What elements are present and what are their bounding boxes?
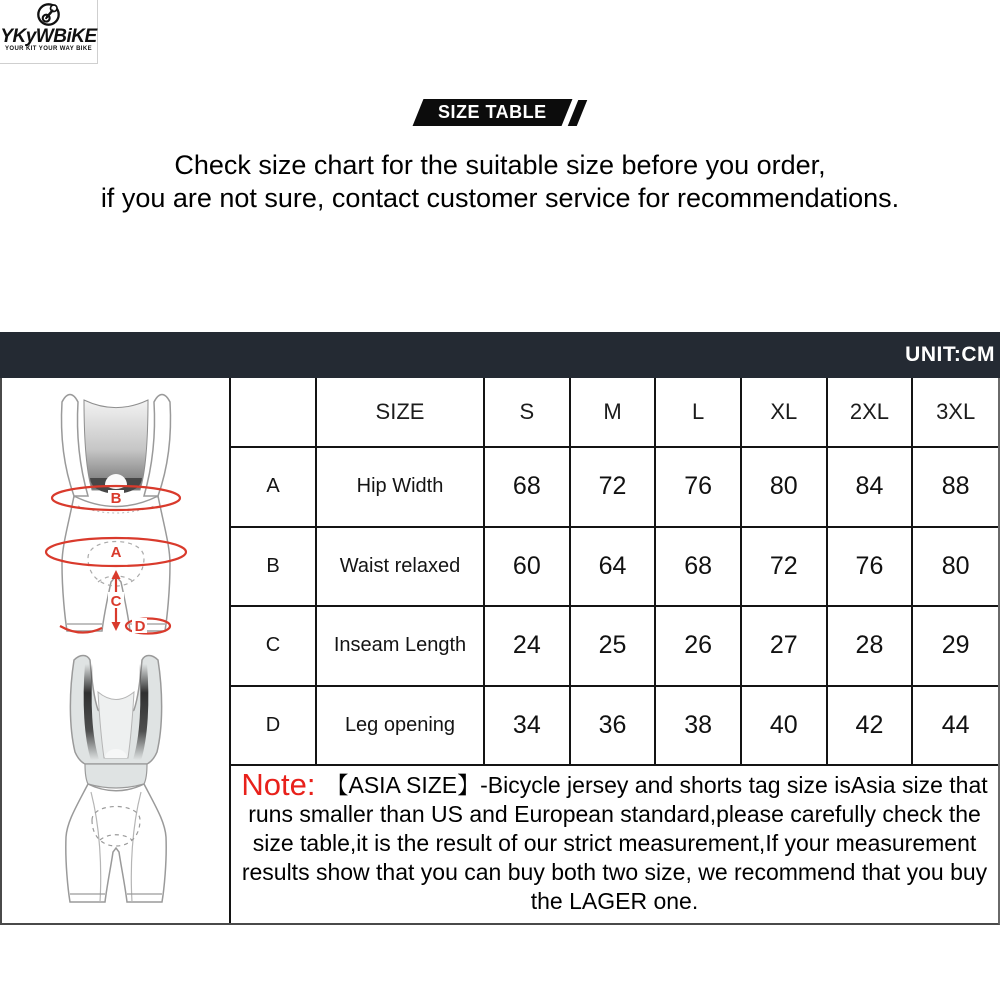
table-cell: 72 [741,527,827,606]
banner-slash-decoration [568,100,588,126]
table-row-hip-width [231,447,998,526]
row-key: D [231,686,316,766]
banner-ribbon [412,99,572,126]
bib-shorts-back-diagram [28,652,203,914]
table-row-waist-relaxed [231,527,998,606]
table-cell: 26 [655,606,741,685]
unit-label: UNIT:CM [905,343,995,366]
table-cell: 28 [827,606,913,685]
table-cell: 44 [912,686,998,766]
row-label: Waist relaxed [316,527,484,606]
table-cell: 88 [912,447,998,526]
banner-label: SIZE TABLE [437,102,547,122]
table-cell: 24 [484,606,570,685]
row-key: C [231,606,316,685]
measure-label-b: B [110,490,122,507]
table-and-note [231,378,998,923]
row-key: A [231,447,316,526]
bib-shorts-front-diagram [28,386,203,648]
size-table-header-row [231,378,998,447]
row-label: Hip Width [316,447,484,526]
measure-label-d: D [134,618,146,635]
table-cell: 76 [655,447,741,526]
size-col-3xl: 3XL [912,378,998,447]
table-cell: 27 [741,606,827,685]
brand-logo [0,0,98,64]
measurement-diagrams-panel [2,378,231,923]
size-col-l: L [655,378,741,447]
size-col-m: M [570,378,656,447]
table-cell: 84 [827,447,913,526]
measure-label-c: C [110,593,122,610]
row-key: B [231,527,316,606]
measure-label-a: A [110,544,122,561]
table-cell: 80 [912,527,998,606]
row-label: Leg opening [316,686,484,766]
size-header-cell: SIZE [316,378,484,447]
table-cell: 25 [570,606,656,685]
note-text: 【ASIA SIZE】-Bicycle jersey and shorts tag size isAsia size that runs smaller than US and European standard,please carefully check the size table,it is the result of our strict measurement,If your measurement results show that you can buy both two size, we recommend that you buy the LAGER one. [241,772,988,914]
table-cell: 38 [655,686,741,766]
table-cell: 68 [655,527,741,606]
intro-line-2: if you are not sure, contact customer service for recommendations. [100,183,900,213]
brand-tagline: YOUR KIT YOUR WAY BIKE [4,46,93,52]
unit-bar [0,332,1000,378]
table-row-inseam-length [231,606,998,685]
table-cell: 80 [741,447,827,526]
table-cell: 40 [741,686,827,766]
table-cell: 29 [912,606,998,685]
table-cell: 64 [570,527,656,606]
row-label: Inseam Length [316,606,484,685]
size-table [231,378,998,766]
note-prefix: Note: [241,767,316,802]
size-table-banner [0,99,1000,126]
table-cell: 36 [570,686,656,766]
table-cell: 72 [570,447,656,526]
table-cell: 42 [827,686,913,766]
corner-cell [231,378,316,447]
content-box [0,378,1000,925]
crank-circle-icon [36,2,61,27]
table-cell: 60 [484,527,570,606]
intro-text [0,149,1000,215]
asia-size-note [231,766,998,923]
size-col-2xl: 2XL [827,378,913,447]
table-cell: 68 [484,447,570,526]
size-col-xl: XL [741,378,827,447]
table-row-leg-opening [231,686,998,766]
brand-name: YKyWBiKE [0,26,97,47]
table-cell: 76 [827,527,913,606]
table-cell: 34 [484,686,570,766]
intro-line-1: Check size chart for the suitable size before you order, [174,150,826,180]
size-col-s: S [484,378,570,447]
